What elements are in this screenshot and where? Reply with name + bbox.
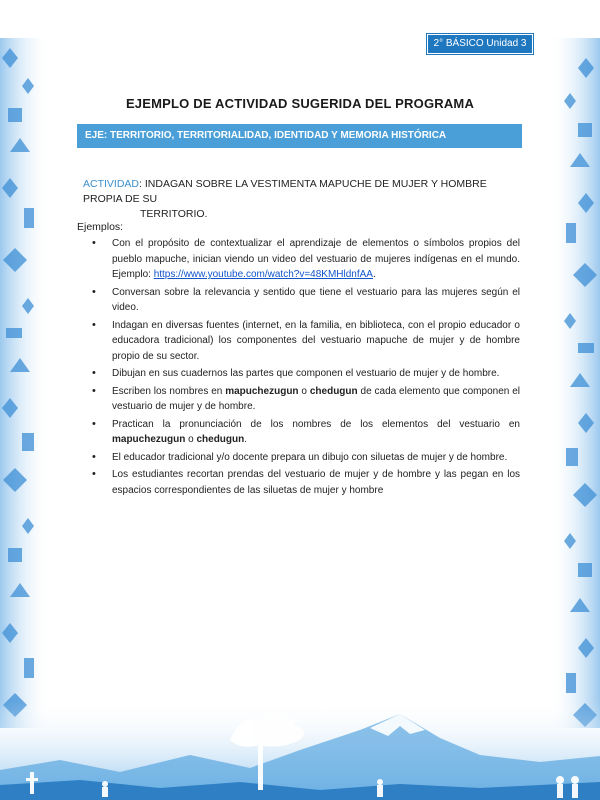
actividad-label: ACTIVIDAD xyxy=(83,178,140,190)
examples-list xyxy=(77,236,520,500)
list-item xyxy=(77,467,520,498)
list-item xyxy=(77,417,520,448)
list-item-text: Con el propósito de contextualizar el aprendizaje de elementos o símbolos propios del pueblo mapuche, inician viendo un video del vestuario de mujeres indígenas en el mundo. Ejemplo: xyxy=(112,238,520,280)
term-mapuchezugun: mapuchezugun xyxy=(112,434,186,445)
list-item-text: Indagan en diversas fuentes (internet, en la familia, en biblioteca, con el propio educador o educadora tradicional) los componentes del vestuario mapuche de mujer y de hombre propio de su sector. xyxy=(112,319,520,362)
eje-banner: EJE: TERRITORIO, TERRITORIALIDAD, IDENTIDAD Y MEMORIA HISTÓRICA xyxy=(77,124,522,148)
actividad-text-line1: INDAGAN SOBRE LA VESTIMENTA MAPUCHE DE MUJER Y HOMBRE PROPIA DE SU xyxy=(83,178,487,205)
decorative-border-left xyxy=(0,38,50,728)
term-chedugun: chedugun xyxy=(309,385,358,397)
list-item-text: Dibujan en sus cuadernos las partes que componen el vestuario de mujer y de hombre. xyxy=(112,368,500,379)
list-item-text: Los estudiantes recortan prendas del vestuario de mujer y de hombre y las pegan en los espacios correspondientes de las siluetas de mujer y hombre xyxy=(112,469,520,496)
decorative-landscape-footer xyxy=(0,700,600,800)
list-item xyxy=(77,285,520,316)
actividad-text-line2: TERRITORIO. xyxy=(140,208,208,220)
list-item-text: de cada elemento que componen el vestuario de mujer y de hombre. xyxy=(112,385,520,412)
list-item-text: . xyxy=(244,434,248,445)
term-chedugun: chedugun xyxy=(196,434,245,445)
list-item-text: Practican la pronunciación de los nombres de los elementos del vestuario en xyxy=(112,418,520,430)
actividad-separator: : xyxy=(139,178,142,190)
page-title: EJEMPLO DE ACTIVIDAD SUGERIDA DEL PROGRAMA xyxy=(125,96,475,111)
list-item-text: o xyxy=(298,385,310,397)
ejemplos-label: Ejemplos: xyxy=(77,221,124,233)
list-item xyxy=(77,236,520,283)
list-item-text: El educador tradicional y/o docente prepara un dibujo con siluetas de mujer y de hombre. xyxy=(112,451,508,463)
decorative-border-right xyxy=(550,38,600,728)
list-item xyxy=(77,318,520,365)
grade-unit-badge: 2° BÁSICO Unidad 3 xyxy=(427,34,533,54)
list-item xyxy=(77,450,520,466)
list-item-text: o xyxy=(185,434,197,445)
youtube-link[interactable]: https://www.youtube.com/watch?v=48KMHldnfAA xyxy=(153,269,373,280)
term-mapuchezugun: mapuchezugun xyxy=(225,385,299,397)
list-item-text: Escriben los nombres en xyxy=(112,385,226,397)
list-item xyxy=(77,384,520,415)
list-item xyxy=(77,366,520,382)
list-item-text-end: . xyxy=(372,269,376,280)
list-item-text: Conversan sobre la relevancia y sentido que tiene el vestuario para las mujeres según el video. xyxy=(112,286,520,313)
actividad-block xyxy=(83,177,523,222)
